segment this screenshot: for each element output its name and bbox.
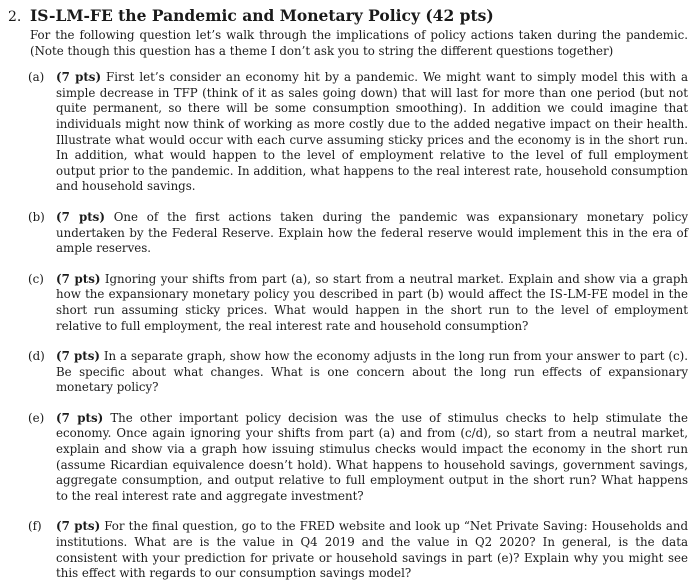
question-title: IS-LM-FE the Pandemic and Monetary Policy (42 pts) xyxy=(30,6,494,25)
part-b-label: (b) xyxy=(28,209,45,224)
question-parts-list xyxy=(8,70,688,582)
part-d xyxy=(8,349,688,396)
part-a xyxy=(8,70,688,195)
part-e xyxy=(8,411,688,505)
part-f-points: (7 pts) xyxy=(56,519,101,534)
part-d-points: (7 pts) xyxy=(56,349,100,364)
part-d-body xyxy=(56,349,688,396)
part-a-text: First let’s consider an economy hit by a pandemic. We might want to simply model this with a simple decrease in TFP (think of it as sales going down) that will last for more than one period (but not quite permanent, so there will be some consumption smoothing). In addition we could imagine that individuals might now think of working as more costly due to the added negative impact on their health. Illustrate what would occur with each curve assuming sticky prices and the economy is in the short run. In addition, what would happen to the level of employment relative to the level of full employment output prior to the pandemic. In addition, what happens to the real interest rate, household consumption and household savings. xyxy=(56,70,688,194)
question-header xyxy=(8,6,688,27)
question-intro: For the following question let’s walk through the implications of policy actions taken during the pandemic. (Note though this question has a theme I don’t ask you to string the different questions together) xyxy=(30,28,688,58)
part-b xyxy=(8,210,688,257)
part-a-label: (a) xyxy=(28,70,45,85)
part-f xyxy=(8,519,688,581)
part-c-body xyxy=(56,272,688,334)
part-c-text: Ignoring your shifts from part (a), so start from a neutral market. Explain and show via a graph how the expansionary monetary policy you described in part (b) would affect the IS-LM-FE model in the short run assuming sticky prices. What would happen in the short run to the level of employment relative to full employment, the real interest rate and household consumption? xyxy=(56,271,689,333)
part-f-text: For the final question, go to the FRED website and look up “Net Private Saving: Households and institutions. What are is the value in Q4 2019 and the value in Q2 2020? In general, is the data consistent with your prediction for private or household savings in part (e)? Explain why you might see this effect with regards to our consumption savings model? xyxy=(56,519,688,581)
part-b-points: (7 pts) xyxy=(56,209,105,224)
part-b-text: One of the first actions taken during the pandemic was expansionary monetary policy undertaken by the Federal Reserve. Explain how the federal reserve would implement this in the era of ample reserves. xyxy=(56,209,689,256)
part-b-body xyxy=(56,210,688,257)
part-f-label: (f) xyxy=(28,519,42,534)
question-number: 2. xyxy=(8,9,22,25)
part-f-body xyxy=(56,519,688,581)
part-d-text: In a separate graph, show how the economy adjusts in the long run from your answer to part (c). Be specific about what changes. What is one concern about the long run effects of expansionary monetary policy? xyxy=(56,349,688,395)
part-e-points: (7 pts) xyxy=(56,410,104,425)
part-e-body xyxy=(56,411,688,505)
part-d-label: (d) xyxy=(28,349,45,364)
part-e-text: The other important policy decision was the use of stimulus checks to help stimulate the economy. Once again ignoring your shifts from part (a) and from (c/d), so start from a neutral market, explain and show via a graph how issuing stimulus checks would impact the economy in the short run (assume Ricardian equivalence doesn’t hold). What happens to household savings, government savings, aggregate consumption, and output relative to full employment output in the short run? What happens to the real interest rate and aggregate investment? xyxy=(56,410,689,503)
part-e-label: (e) xyxy=(28,410,45,425)
part-a-body xyxy=(56,70,688,195)
part-c-label: (c) xyxy=(28,271,44,286)
part-c xyxy=(8,272,688,334)
part-c-points: (7 pts) xyxy=(56,271,101,286)
part-a-points: (7 pts) xyxy=(56,70,102,85)
